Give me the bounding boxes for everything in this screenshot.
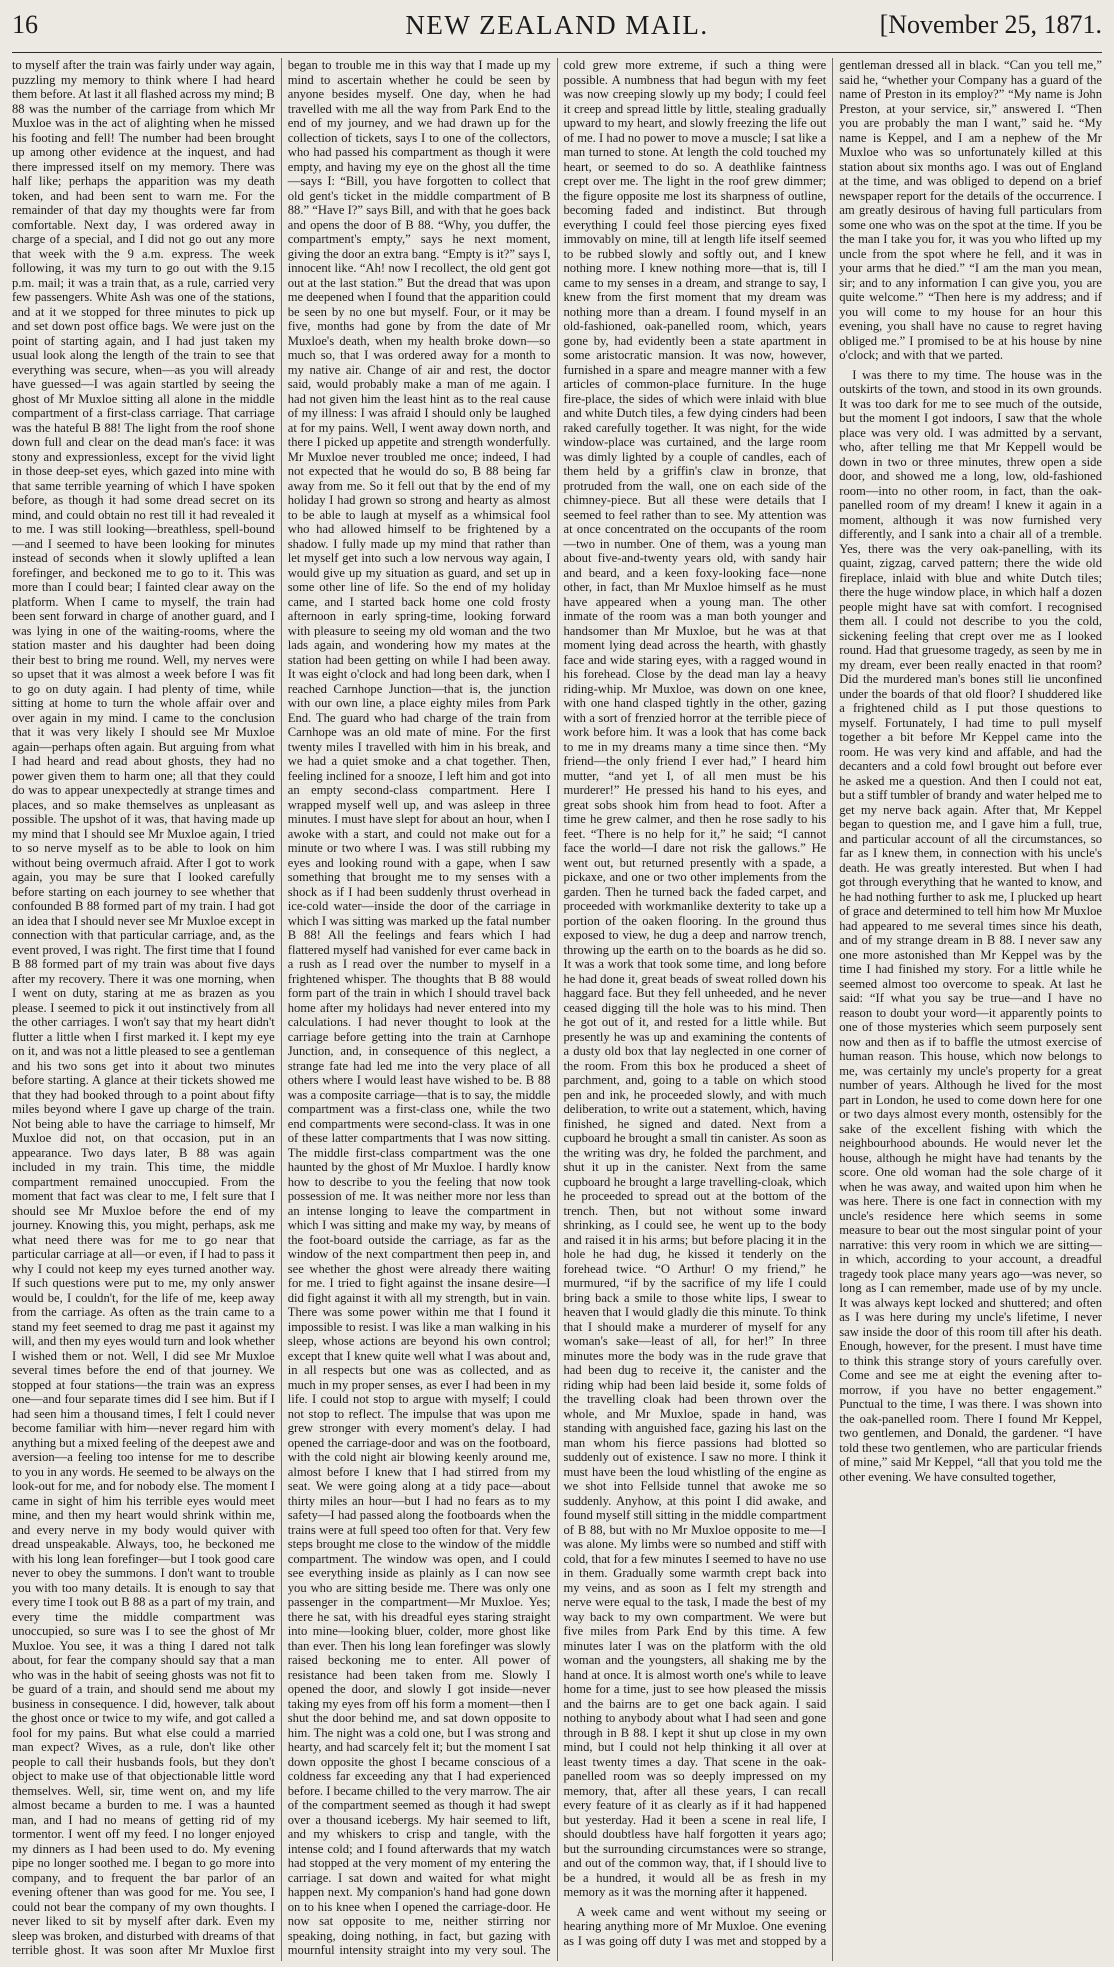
article-columns — [12, 58, 1102, 1961]
page-number: 16 — [12, 10, 38, 39]
newspaper-title: NEW ZEALAND MAIL. — [405, 10, 709, 40]
article-paragraph: to myself after the train was fairly under way again, puzzling my memory to think where I had heard them before. At last it all flashed across my mind; B 88 was the number of the carriage from which Mr Muxloe was in the act of alighting when he missed his footing and fell! The number had been brought up among other evidence at the inquest, and had there impressed itself on my memory. There was half like; perhaps the apparition was my death token, and had been sent to warn me. For the remainder of that day my thoughts were far from comfortable. Next day, I was ordered away in charge of a special, and I did not go out any more that week with the 9 a.m. express. The week following, it was my turn to go out with the 9.15 p.m. mail; it was a train that, as a rule, carried very few passengers. White Ash was one of the stations, and at it we stopped for three minutes to pick up and set down post office bags. We were just on the point of starting again, and I had just taken my usual look along the length of the train to see that everything was secure, when—as you will already have guessed—I was again startled by seeing the ghost of Mr Muxloe sitting all alone in the middle compartment of a first-class carriage. That carriage was the hateful B 88! The light from the roof shone down full and clear on the dead man's face: it was stony and expressionless, except for the vivid light in those deep-set eyes, which gazed into mine with that same terrible yearning of which I have spoken before, as though it had some dread secret on its mind, and could obtain no rest till it had revealed it to me. I was still looking—breathless, spell-bound—and I seemed to have been looking for minutes instead of seconds when it slowly uplifted a lean forefinger, and beckoned me to go to it. This was more than I could bear; I fainted clear away on the platform. When I came to myself, the train had been sent forward in charge of another guard, and I was lying in one of the waiting-rooms, where the station master and his daughter had been doing their best to bring me round. Well, my nerves were so upset that it was almost a week before I was fit to go on duty again. I had plenty of time, while sitting at home to turn the whole affair over and over again in my mind. I came to the conclusion that it was very likely I should see Mr Muxloe again—perhaps often again. But arguing from what I had heard and read about ghosts, they had no power given them to harm one; all that they could do was to appear unexpectedly at strange times and places, and so make themselves as unpleasant as possible. The upshot of it was, that having made up my mind that I should see Mr Muxloe again, I tried to so nerve myself as to be able to look on him without being overmuch afraid. After I got to work again, you may be sure that I looked carefully before starting on each journey to see whether that confounded B 88 formed part of my train. I had got an idea that I should never see Mr Muxloe except in connection with that particular carriage, and, as the event proved, I was right. The first time that I found B 88 formed part of my train was about five days after my recovery. There it was one morning, when I went on duty, staring at me as brazen as you please. I seemed to pick it out instinctively from all the other carriages. I won't say that my heart didn't flutter a little when I first marked it. I kept my eye on it, and was not a little pleased to see a gentleman and his two sons get into it about two minutes before starting. A glance at their tickets showed me that they had booked through to a point about fifty miles beyond where I gave up charge of the train. Not being able to have the carriage to himself, Mr Muxloe did not, on that occasion, put in an appearance. Two days later, B 88 was again included in my train. This time, the middle compartment remained unoccupied. From the moment that fact was clear to me, I felt sure that I should see Mr Muxloe before the end of my journey. Knowing this, you might, perhaps, ask me what need there was for me to go near that particular carriage at all—or even, if I had to pass it why I could not keep my eyes turned another way. If such questions were put to me, my only answer would be, I couldn't, for the life of me, keep away from the carriage. As often as the train came to a stand my feet seemed to drag me past it against my will, and then my eyes would turn and look whether I wished them or not. Well, I did see Mr Muxloe several times before the end of that journey. We stopped at four stations—the train was an express one—and four separate times did I see him. But if I had seen him a thousand times, I felt I could never become familiar with him—never regard him with anything but a mixed feeling of the deepest awe and aversion—a feeling too intense for me to describe to you in any words. He seemed to be always on the look-out for me, and for nobody else. The moment I came in sight of him his terrible eyes would meet mine, and then my heart would shrink within me, and every nerve in my body would quiver with dread unspeakable. Always, too, he beckoned me with his long lean forefinger—but I took good care never to obey the summons. I don't want to trouble you with too many details. It is enough to say that every time I took out B 88 as a part of my train, and every time the middle compartment was unoccupied, so sure was I to see the ghost of Mr Muxloe. You see, it was a thing I dared not talk about, for fear the company should say that a man who was in the habit of seeing ghosts was not fit to be guard of a train, and should send me about my business in consequence. I did, however, talk about the ghost once or twice to my wife, and got called a fool for my pains. But what else could a married man expect? Wives, as a rule, don't like other people to call their husbands fools, but they don't object to make use of that objectionable little word themselves. Well, sir, time went on, and my life almost became a burden to me. I was a haunted man, and I had no means of getting rid of my tormentor. I went off my feed. I no longer enjoyed my dinners as I had been used to do. My evening pipe no longer soothed me. I began to go more into company, and to frequent the bar parlor of an evening oftener than was good for me. You see, I could not bear the company of my own thoughts. I never liked to sit by myself after dark. Even my sleep was broken, and disturbed with dreams of that terrible ghost. It was soon after Mr Muxloe first began to trouble me in this way that I made up my mind to ascertain whether he could be seen by anyone besides myself. One day, when he had travelled with me all the way from Park End to the end of my journey, and we had drawn up for the collection of tickets, says I to one of the collectors, who had passed his compartment as though it were empty, and having my eye on the ghost all the time—says I: “Bill, you have forgotten to collect that old gent's ticket in the middle compartment of B 88.” “Have I?” says Bill, and with that he goes back and opens the door of B 88. “Why, you duffer, the compartment's empty,” says he next moment, giving the door an extra bang. “Empty is it?” says I, innocent like. “Ah! now I recollect, the old gent got out at the last station.” But the dread that was upon me deepened when I found that the apparition could be seen by no one but myself. Four, or it may be five, months had gone by from the date of Mr Muxloe's death, when my health broke down—so much so, that I was ordered away for a month to my native air. Change of air and rest, the doctor said, would probably make a man of me again. I had not given him the least hint as to the real cause of my illness: I was afraid I should only be laughed at for my pains. Well, I went away down north, and there I picked up appetite and strength wonderfully. Mr Muxloe never troubled me once; indeed, I had not expected that he would do so, B 88 being far away from me. So it fell out that by the end of my holiday I had grown so strong and hearty as almost to be able to laugh at myself as a whimsical fool who had allowed himself to be frightened by a shadow. I fully made up my mind that rather than let myself get into such a low nervous way again, I would give up my situation as guard, and set up in some other line of life. So the end of my holiday came, and I started back home one cold frosty afternoon in early spring-time, looking forward with pleasure to seeing my old woman and the two lads again, and wondering how my mates at the station had been getting on while I had been away. It was eight o'clock and had long been dark, when I reached Carnhope Junction—that is, the junction with our own line, a place eighty miles from Park End. The guard who had charge of the train from Carnhope was an old mate of mine. For the first twenty miles I travelled with him in his break, and we had a quiet smoke and a chat together. Then, feeling inclined for a snooze, I left him and got into an empty second-class compartment. Here I wrapped myself well up, and was asleep in three minutes. I must have slept for about an hour, when I awoke with a start, and could not make out for a minute or two where I was. I was still rubbing my eyes and looking round with a gape, when I saw something that brought me to my senses with a shock as if I had been suddenly thrust overhead in ice-cold water—inside the door of the carriage in which I was sitting was marked up the fatal number B 88! All the feelings and fears which I had flattered myself had vanished for ever came back in a rush as I read over the number to myself in a frightened whisper. The thoughts that B 88 would form part of the train in which I should travel back home after my holidays had never entered into my calculations. I had never thought to look at the carriage before getting into the train at Carnhope Junction, and, in consequence of this neglect, a strange fate had led me into the very place of all others where I would least have wished to be. B 88 was a composite carriage—that is to say, the middle compartment was a first-class one, while the two end compartments were second-class. It was in one of these latter compartments that I was now sitting. The middle first-class compartment was the one haunted by the ghost of Mr Muxloe. I hardly know how to describe to you the feeling that now took possession of me. It was neither more nor less than an intense longing to leave the compartment in which I was sitting and make my way, by means of the foot-board outside the carriage, as far as the window of the next compartment then peep in, and see whether the ghost were already there waiting for me. I tried to fight against the insane desire—I did fight against it with all my strength, but in vain. There was some power within me that I found it impossible to resist. I was like a man walking in his sleep, whose actions are beyond his own control; except that I knew quite well what I was about and, in all respects but one was as collected, and as much in my proper senses, as ever I had been in my life. I could not stop to argue with myself; I could not stop to reflect. The impulse that was upon me grew stronger with every moment's delay. I had opened the carriage-door and was on the footboard, with the cold night air blowing keenly around me, almost before I knew that I had stirred from my seat. We were going along at a tidy pace—about thirty miles an hour—but I had no fears as to my safety—I had passed along the footboards when the trains were at full speed too often for that. Very few steps brought me close to the window of the middle compartment. The window was open, and I could see everything inside as plainly as I can now see you who are sitting beside me. There was only one passenger in the compartment—Mr Muxloe. Yes; there he sat, with his dreadful eyes staring straight into mine—looking bluer, colder, more ghost like than ever. Then his long lean forefinger was slowly raised beckoning me to enter. All power of resistance had been taken from me. Slowly I opened the door, and slowly I got inside—never taking my eyes from off his form a moment—then I shut the door behind me, and sat down opposite to him. The night was a cold one, but I was strong and hearty, and had scarcely felt it; but the moment I sat down opposite the ghost I became conscious of a coldness far exceeding any that I had experienced before. I became chilled to the very marrow. The air of the compartment seemed as though it had swept over a thousand icebergs. My hair seemed to lift, and my whiskers to crisp and tangle, with the intense cold; and I found afterwards that my watch had stopped at the very moment of my entering the carriage. I sat down and waited for what might happen next. My companion's hand had gone down on to his knee when I opened the carriage-door. He now sat opposite to me, neither stirring nor speaking, doing nothing, in fact, but gazing with mournful intensity straight into my very soul. The cold grew more extreme, if such a thing were possible. A numbness that had begun with my feet was now creeping slowly up my body; I could feel it creep and spread little by little, stealing gradually upward to my heart, and slowly freezing the life out of me. I had no power to move a muscle; I sat like a man turned to stone. At length the cold touched my heart, or seemed to do so. A deathlike faintness crept over me. The light in the roof grew dimmer; the figure opposite me lost its sharpness of outline, becoming faded and indistinct. But through everything I could feel those piercing eyes fixed immovably on mine, till at length life itself seemed to be rubbed slowly and softly out, and I knew nothing more. I knew nothing more—that is, till I came to my senses in a dream, and strange to say, I knew from the first moment that my dream was nothing more than a dream. I found myself in an old-fashioned, oak-panelled room, which, years gone by, had evidently been a state apartment in some aristocratic mansion. It was now, however, furnished in a spare and meagre manner with a few articles of common-place furniture. In the huge fire-place, the sides of which were inlaid with blue and white Dutch tiles, a few dying cinders had been raked carefully together. It was night, for the wide window-place was curtained, and the large room was dimly lighted by a couple of candles, each of them held by a griffin's claw in bronze, that protruded from the wall, one on each side of the chimney-piece. But all these were details that I seemed to feel rather than to see. My attention was at once concentrated on the occupants of the room—two in number. One of them, was a young man about five-and-twenty years old, with sandy hair and beard, and a keen foxy-looking face—none other, in fact, than Mr Muxloe himself as he must have appeared when a young man. The other inmate of the room was a man both younger and handsomer than Mr Muxloe, but he was at that moment lying dead across the hearth, with ghastly face and wide staring eyes, with a ragged wound in his forehead. Close by the dead man lay a heavy riding-whip. Mr Muxloe, was down on one knee, with one hand clasped tightly in the other, gazing with a sort of frenzied horror at the terrible piece of work before him. It was a look that has come back to me in my dreams many a time since then. “My friend—the only friend I ever had,” I heard him mutter, “and yet I, of all men must be his murderer!” He pressed his hand to his eyes, and great sobs shook him from head to foot. After a time he grew calmer, and then he rose sadly to his feet. “There is no help for it,” he said; “I cannot face the world—I dare not risk the gallows.” He went out, but returned presently with a spade, a pickaxe, and one or two other implements from the garden. Then he turned back the faded carpet, and proceeded with workmanlike dexterity to take up a portion of the oaken flooring. In the ground thus exposed to view, he dug a deep and narrow trench, throwing up the earth on to the boards as he did so. It was a work that took some time, and long before he had done it, great beads of sweat rolled down his haggard face. But they fell unheeded, and he never ceased digging till the hole was to his mind. Then he got out of it, and rested for a little while. But presently he was up and examining the contents of a dusty old box that lay neglected in one corner of the room. From this box he produced a sheet of parchment, and, going to a table on which stood pen and ink, he proceeded slowly, and with much deliberation, to write out a statement, which, having finished, he signed and dated. Next from a cupboard he brought a small tin canister. As soon as the writing was dry, he folded the parchment, and shut it up in the canister. Next from the same cupboard he brought a large travelling-cloak, which he proceeded to spread out at the bottom of the trench. Then, but not without some inward shrinking, as I could see, he went up to the body and raised it in his arms; but before placing it in the hole he had dug, he kissed it tenderly on the forehead twice. “O Arthur! O my friend,” he murmured, “if by the sacrifice of my life I could bring back a smile to those white lips, I swear to heaven that I would gladly die this minute. To think that I should make a murderer of myself for any woman's sake—least of all, for her!” In three minutes more the body was in the rude grave that had been dug to receive it, the canister and the riding whip had been laid beside it, some folds of the travelling cloak had been thrown over the whole, and Mr Muxloe, spade in hand, was standing with anguished face, gazing his last on the man whom his fierce passions had blotted so suddenly out of existence. I saw no more. I think it must have been the loud whistling of the engine as we shot into Fellside tunnel that awoke me so suddenly. Anyhow, at this point I did awake, and found myself still sitting in the middle compartment of B 88, but with no Mr Muxloe opposite to me—I was alone. My limbs were so numbed and stiff with cold, that for a few minutes I seemed to have no use in them. Gradually some warmth crept back into my veins, and as soon as I felt my strength and nerve were equal to the task, I made the best of my way back to my own compartment. We were but five miles from Park End by this time. A few minutes later I was on the platform with the old woman and the youngsters, all shaking me by the hand at once. It is almost worth one's while to leave home for a time, just to see how pleased the missis and the bairns are to get one back again. I said nothing to anybody about what I had seen and gone through in B 88. I kept it shut up close in my own mind, but I could not help thinking it all over at least twenty times a day. That scene in the oak-panelled room was so deeply impressed on my memory, that, after all these years, I can recall every feature of it as clearly as if it had happened but yesterday. Had it been a scene in real life, I should doubtless have half forgotten it years ago; but the surrounding circumstances were so strange, and out of the common way, that, if I should live to be a hundred, it would all be as fresh in my memory as it was the morning after it happened. — [12, 58, 827, 1957]
masthead — [12, 4, 1102, 53]
issue-date: [November 25, 1871. — [879, 10, 1102, 39]
article-paragraph: I was there to my time. The house was in the outskirts of the town, and stood in its own grounds. It was too dark for me to see much of the outside, but the moment I got indoors, I saw that the whole place was very old. I was admitted by a servant, who, after telling me that Mr Keppell would be down in two or three minutes, threw open a side door, and showed me a long, low, old-fashioned room—into no other room, in fact, than the oak-panelled room of my dream! I knew it again in a moment, although it was now furnished very differently, and I sank into a chair all of a tremble. Yes, there was the very oak-panelling, with its quaint, zigzag, carved pattern; there the wide old fireplace, inlaid with blue and white Dutch tiles; there the huge window place, in which half a dozen people might have sat with comfort. I recognised them all. I could not describe to you the cold, sickening feeling that crept over me as I looked round. Had that gruesome tragedy, as seen by me in my dream, ever been really enacted in that room? Did the murdered man's bones still lie unconfined under the boards of that old floor? I shuddered like a frightened child as I put those questions to myself. Fortunately, I had time to pull myself together a bit before Mr Keppel came into the room. He was very kind and affable, and had the decanters and a cold fowl brought out before ever he asked me a question. And then I could not eat, but a stiff tumbler of brandy and water helped me to get my nerve back again. After that, Mr Keppel began to question me, and I gave him a full, true, and particular account of all the circumstances, so far as I knew them, in connection with his uncle's death. He was greatly interested. But when I had got through everything that he wanted to know, and he had nothing further to ask me, I plucked up heart of grace and determined to tell him how Mr Muxloe had appeared to me several times since his death, and of my strange dream in B 88. I never saw any one more astonished than Mr Keppel was by the time I had finished my story. For a little while he seemed almost too overcome to speak. At last he said: “If what you say be true—and I have no reason to doubt your word—it apparently points to one of those mysteries which seem purposely sent now and then as if to baffle the utmost exercise of human reason. This house, which now belongs to me, was certainly my uncle's property for a great number of years. Although he lived for the most part in London, he used to come down here for one or two days almost every month, ostensibly for the sake of the excellent fishing with which the neighbourhood abounds. He would never let the house, although he might have had tenants by the score. One old woman had the sole charge of it when he was away, and waited upon him when he was here. There is one fact in connection with my uncle's residence here which seems in some measure to bear out the most singular point of your narrative: this very room in which we are sitting—in which, according to your account, a dreadful tragedy took place many years ago—was never, so long as I can remember, made use of by my uncle. It was always kept locked and shuttered; and often as I was here during my uncle's lifetime, I never saw inside the door of this room till after his death. Enough, however, for the present. I must have time to think this strange story of yours carefully over. Come and see me at eight the evening after to-morrow, if you have no better engagement.” Punctual to the time, I was there. I was shown into the oak-panelled room. There I found Mr Keppel, two gentlemen, and Donald, the gardener. “I have told these two gentlemen, who are particular friends of mine,” said Mr Keppel, “all that you told me the other evening. We have consulted together, — [839, 367, 1103, 1484]
article-paragraph: A week came and went without my seeing or hearing anything more of Mr Muxloe. One evening as I was going off duty I was met and stopped by a gentleman dressed all in black. “Can you tell me,” said he, “whether your Company has a guard of the name of Preston in its employ?” “My name is John Preston, at your service, sir,” answered I. “Then you are probably the man I want,” said he. “My name is Keppel, and I am a nephew of the Mr Muxloe who was so unfortunately killed at this station about six months ago. I was out of England at the time, and was obliged to depend on a brief newspaper report for the details of the occurrence. I am greatly desirous of having full particulars from some one who was on the spot at the time. If you be the man I take you for, it was you who lifted up my uncle from the spot where he fell, and it was in your arms that he died.” “I am the man you mean, sir; and to any information I can give you, you are quite welcome.” “Then here is my address; and if you will come to my house for an hour this evening, you shall have no cause to regret having obliged me.” I promised to be at his house by nine o'clock; and with that we parted. — [563, 58, 1102, 1948]
